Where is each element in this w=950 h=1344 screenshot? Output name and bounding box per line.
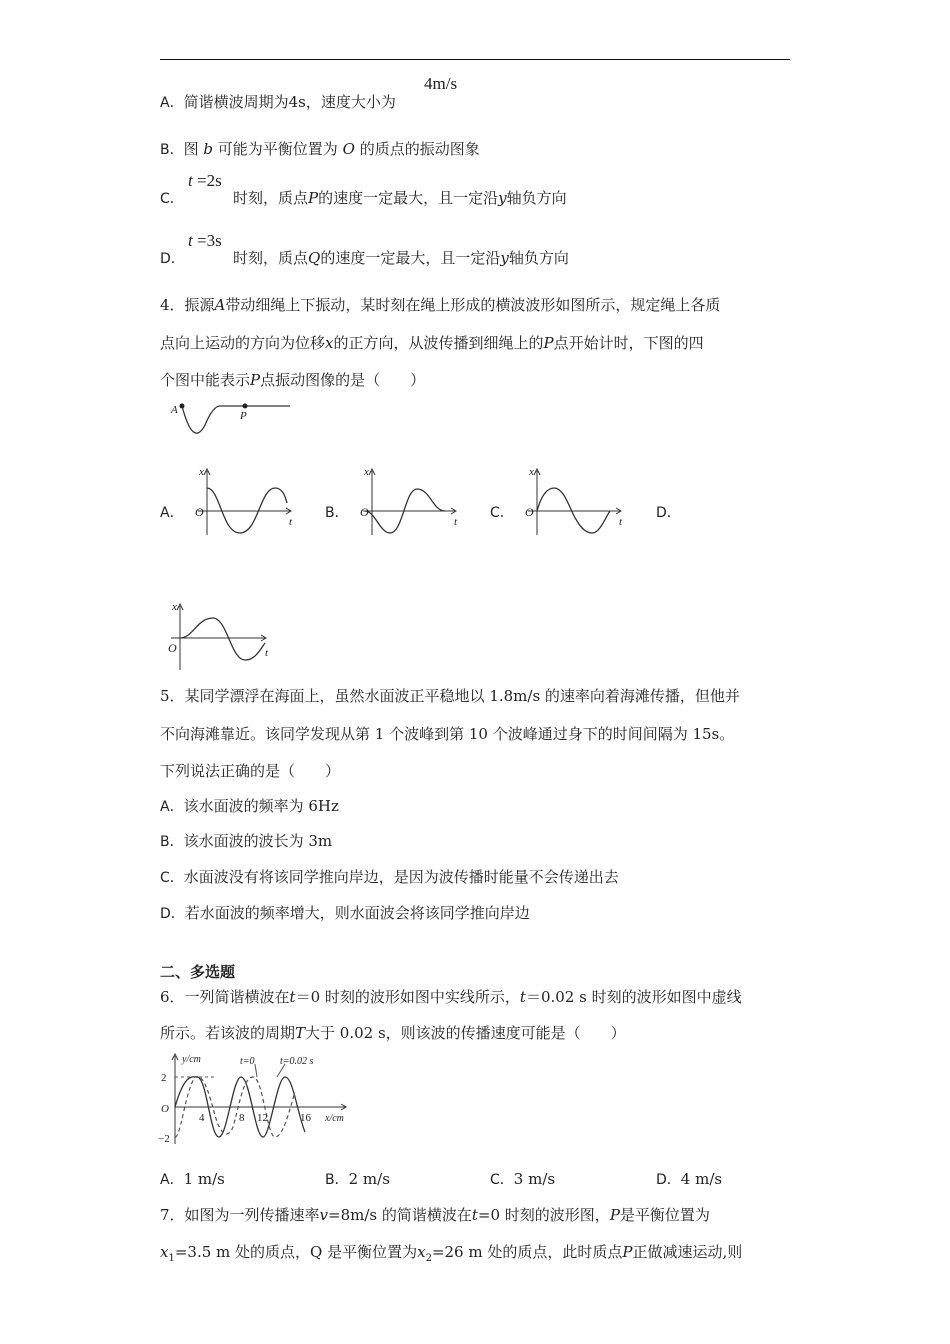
svg-text:16: 16 — [300, 1112, 311, 1124]
svg-text:x: x — [172, 601, 177, 613]
q6-option-a[interactable]: A．1 m/s — [160, 1170, 225, 1188]
q3-option-c-text: 时刻，质点P的速度一定最大，且一定沿y轴负方向 — [233, 189, 567, 207]
q4-rope-figure — [165, 398, 295, 443]
svg-text:2: 2 — [161, 1072, 167, 1084]
q4-option-c[interactable]: C． — [490, 505, 514, 521]
q3-option-b[interactable]: B．图 b 可能为平衡位置为 O 的质点的振动图象 — [160, 140, 480, 158]
q6-option-b[interactable]: B．2 m/s — [325, 1170, 390, 1188]
svg-text:x: x — [364, 466, 369, 478]
section-title-multi-choice: 二、多选题 — [160, 963, 236, 981]
svg-text:O: O — [195, 505, 204, 519]
svg-text:8: 8 — [239, 1112, 245, 1124]
q4-figure-label-a: A — [171, 404, 178, 416]
q5-stem-line3: 下列说法正确的是（ ） — [160, 762, 341, 780]
q5-stem-line2: 不向海滩靠近。该同学发现从第 1 个波峰到第 10 个波峰通过身下的时间间隔为 15s。 — [160, 725, 735, 743]
q6-solid-label: t=0 — [240, 1056, 255, 1067]
q6-xlabel: x/cm — [325, 1113, 344, 1124]
svg-text:4: 4 — [199, 1112, 205, 1124]
q6-stem-line2: 所示。若该波的周期T大于 0.02 s，则该波的传播速度可能是（ ） — [160, 1024, 626, 1042]
svg-text:O: O — [161, 1103, 169, 1115]
q4-option-c-graph — [520, 463, 630, 538]
svg-text:O: O — [168, 641, 177, 655]
q4-option-b-graph — [355, 463, 465, 538]
header-rule — [160, 59, 790, 60]
q6-option-c[interactable]: C．3 m/s — [490, 1170, 556, 1188]
q4-option-b[interactable]: B． — [325, 505, 349, 521]
svg-text:O: O — [360, 505, 369, 519]
q7-stem-line2: $x_1=3.5$ m 处的质点，Q 是平衡位置为$x_2=26$ m 处的质点，此时质点P正做减速运动,则 — [160, 1243, 743, 1264]
q4-option-a-graph — [190, 463, 300, 538]
q3-option-d-text: 时刻，质点Q的速度一定最大，且一定沿y轴负方向 — [233, 249, 569, 267]
q5-option-d[interactable]: D．若水面波的频率增大，则水面波会将该同学推向岸边 — [160, 904, 530, 922]
q5-stem-line1: 5．某同学漂浮在海面上，虽然水面波正平稳地以 1.8m/s 的速率向着海滩传播，但他并 — [160, 687, 740, 705]
q3-option-a[interactable]: A．简谐横波周期为4s，速度大小为 — [160, 93, 396, 111]
q6-wave-graph — [155, 1052, 355, 1147]
q6-option-d[interactable]: D．4 m/s — [656, 1170, 723, 1188]
q3-option-d-formula: t =3s — [188, 231, 222, 250]
q4-stem-line2: 点向上运动的方向为位移x的正方向，从波传播到细绳上的P点开始计时，下图的四 — [160, 334, 704, 352]
svg-text:t: t — [454, 516, 458, 528]
q4-option-a[interactable]: A． — [160, 505, 184, 521]
q4-figure-label-p: P — [240, 410, 247, 422]
q4-stem-line3: 个图中能表示P点振动图像的是（ ） — [160, 371, 426, 389]
svg-text:t: t — [619, 516, 623, 528]
svg-text:x: x — [529, 466, 534, 478]
svg-text:x: x — [199, 466, 204, 478]
q4-option-d[interactable]: D． — [656, 505, 681, 521]
q4-option-d-graph — [165, 598, 280, 673]
svg-text:t: t — [265, 647, 269, 659]
q6-dashed-label: t=0.02 s — [280, 1056, 314, 1067]
q3-option-a-formula: 4m/s — [424, 74, 458, 93]
q3-option-c-formula: t =2s — [188, 171, 222, 190]
q7-stem-line1: 7．如图为一列传播速率v=8m/s 的简谐横波在t=0 时刻的波形图，P是平衡位置为 — [160, 1206, 710, 1224]
svg-text:−2: −2 — [158, 1133, 170, 1145]
q3-option-d[interactable]: D． — [160, 251, 185, 267]
q4-stem-line1: 4．振源A带动细绳上下振动，某时刻在绳上形成的横波波形如图所示，规定绳上各质 — [160, 296, 721, 314]
q6-ylabel: y/cm — [182, 1054, 201, 1065]
svg-text:12: 12 — [257, 1112, 268, 1124]
svg-text:t: t — [289, 516, 293, 528]
q5-option-c[interactable]: C．水面波没有将该同学推向岸边，是因为波传播时能量不会传递出去 — [160, 868, 619, 886]
q5-option-b[interactable]: B．该水面波的波长为 3m — [160, 832, 333, 850]
q5-option-a[interactable]: A．该水面波的频率为 6Hz — [160, 797, 339, 815]
svg-text:O: O — [525, 505, 534, 519]
q3-option-c[interactable]: C． — [160, 191, 184, 207]
q6-stem-line1: 6．一列简谐横波在t＝0 时刻的波形如图中实线所示，t＝0.02 s 时刻的波形如图中虚线 — [160, 988, 742, 1006]
